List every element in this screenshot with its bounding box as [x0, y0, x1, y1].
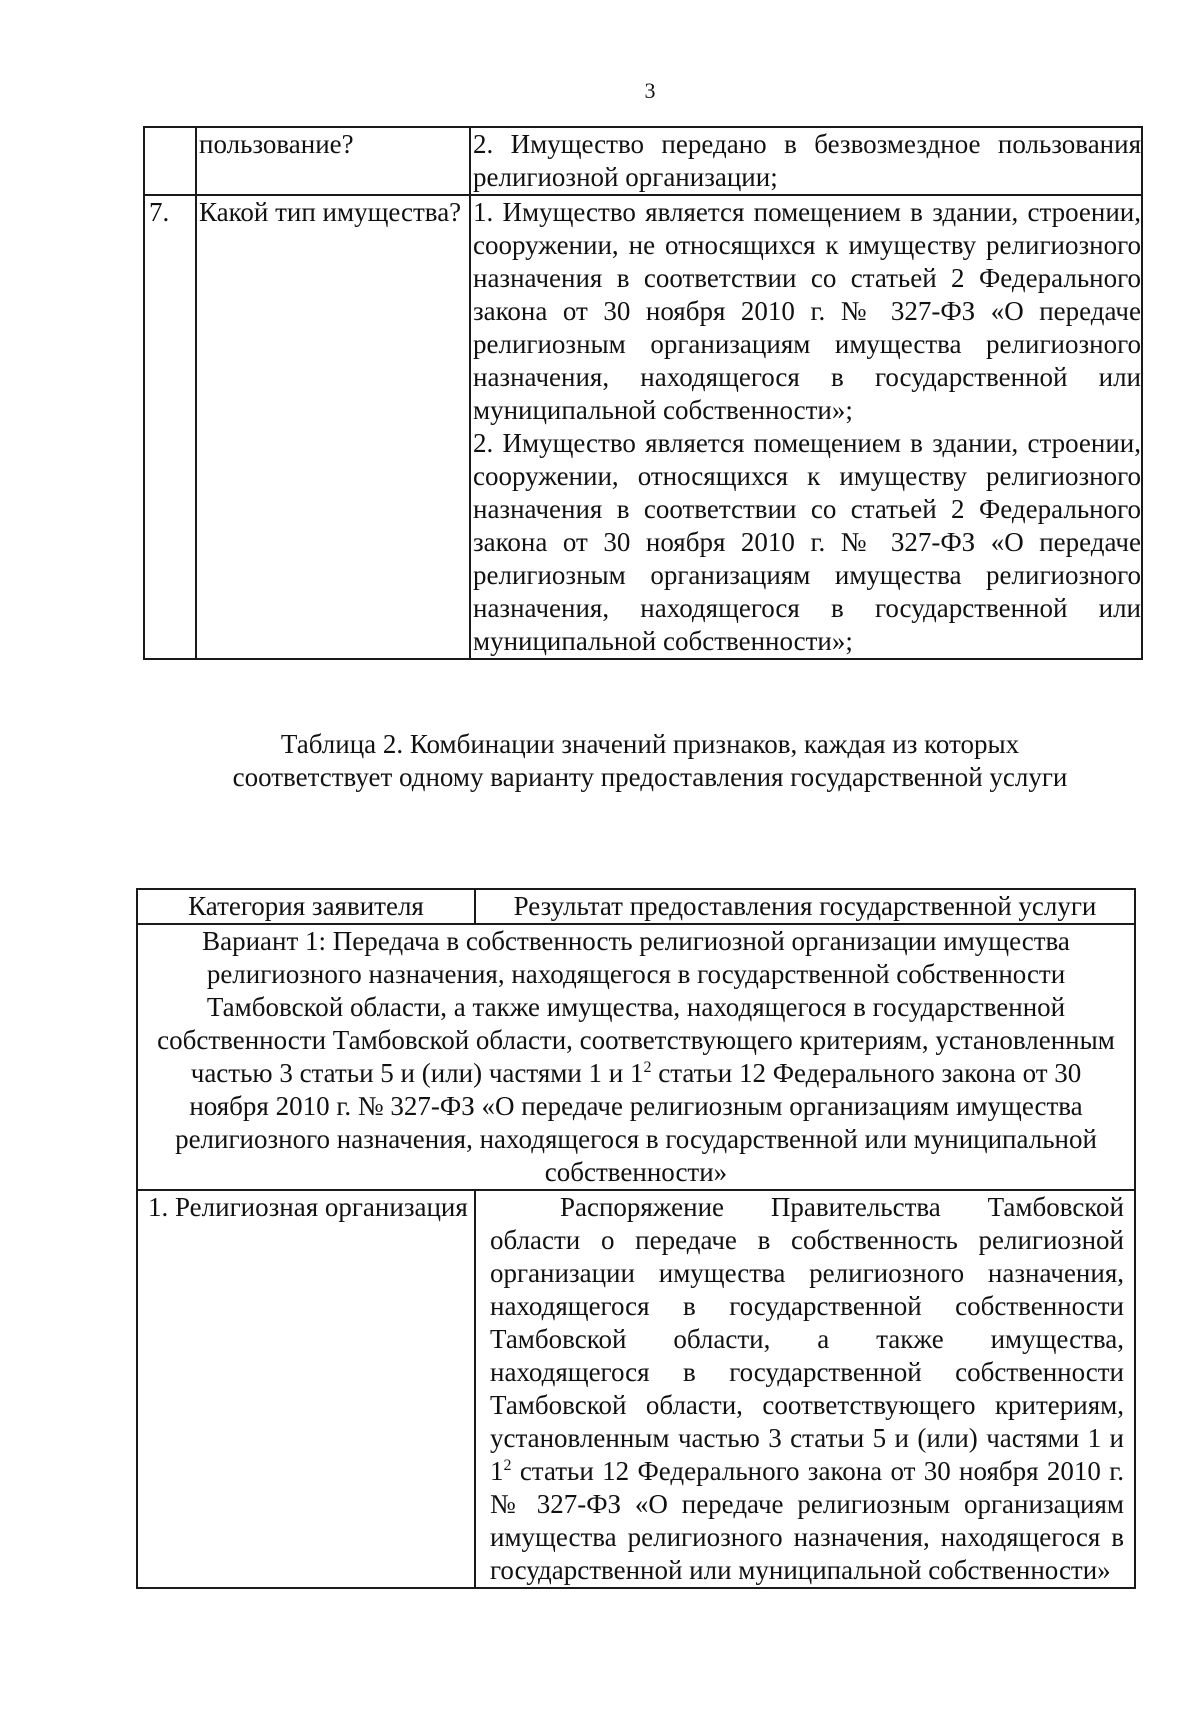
- variant-row: [137, 924, 1135, 1190]
- category-cell: 1. Религиозная организация: [137, 1190, 475, 1588]
- variant-superscript: 2: [643, 1059, 652, 1076]
- question-cell: пользование?: [196, 127, 470, 195]
- answer-cell: [470, 127, 1142, 195]
- table-row: [144, 127, 1142, 195]
- answer-option: 1. Имущество является помещением в здании, строении, сооружении, не относящихся к имуществу религиозного назначения в соответствии со статьей 2 Федерального закона от 30 ноября 2010 г. № 327-ФЗ «О передаче религиозным организациям имущества религиозного назначения, находящегося в государственной или муниципальной собственности»;: [473, 197, 1141, 425]
- answer-cell: [470, 195, 1142, 659]
- answer-option: 2. Имущество передано в безвозмездное пользования религиозной организации;: [473, 129, 1141, 192]
- table-header-row: [137, 889, 1135, 924]
- variant-text-part2: статьи 12 Федерального закона от 30 ноября 2010 г. № 327-ФЗ «О передаче религиозным организациям имущества религиозного назначения, находящегося в государственной или муниципальной собственности»: [175, 1058, 1097, 1187]
- header-category: Категория заявителя: [137, 889, 475, 924]
- variants-table: [136, 888, 1136, 1589]
- row-number-cell: [144, 127, 196, 195]
- question-cell: Какой тип имущества?: [196, 195, 470, 659]
- result-text-part1: Распоряжение Правительства Тамбовской области о передаче в собственность религиозной организации имущества религиозного назначения, находящегося в государственной собственности Тамбовской области, а также имущества, находящегося в государственной собственности Тамбовской области, соответствующего критериям, установленным частью 3 статьи 5 и (или) частями 1 и 1: [490, 1192, 1124, 1486]
- result-text-part2: статьи 12 Федерального закона от 30 ноября 2010 г. № 327-ФЗ «О передаче религиозным организациям имущества религиозного назначения, находящегося в государственной или муниципальной собственности»: [490, 1456, 1124, 1585]
- variant-text-part1: Вариант 1: Передача в собственность религиозной организации имущества религиозного назначения, находящегося в государственной собственности Тамбовской области, а также имущества, находящегося в государственной собственности Тамбовской области, соответствующего критериям, установленным частью 3 статьи 5 и (или) частями 1 и 1: [157, 926, 1115, 1088]
- row-number-cell: 7.: [144, 195, 196, 659]
- table-row: [137, 1190, 1135, 1588]
- table-caption: Таблица 2. Комбинации значений признаков, каждая из которых соответствует одному варианту предоставления государственной услуги: [232, 729, 1068, 792]
- answer-option: 2. Имущество является помещением в здании, строении, сооружении, относящихся к имуществу религиозного назначения в соответствии со статьей 2 Федерального закона от 30 ноября 2010 г. № 327-ФЗ «О передаче религиозным организациям имущества религиозного назначения, находящегося в государственной или муниципальной собственности»;: [473, 428, 1141, 656]
- page-number: 3: [644, 78, 656, 103]
- table-row: [144, 195, 1142, 659]
- result-cell: [475, 1190, 1135, 1588]
- variant-description: [137, 924, 1135, 1190]
- result-superscript: 2: [503, 1457, 512, 1474]
- criteria-table-continuation: [143, 126, 1143, 660]
- header-result: Результат предоставления государственной услуги: [475, 889, 1135, 924]
